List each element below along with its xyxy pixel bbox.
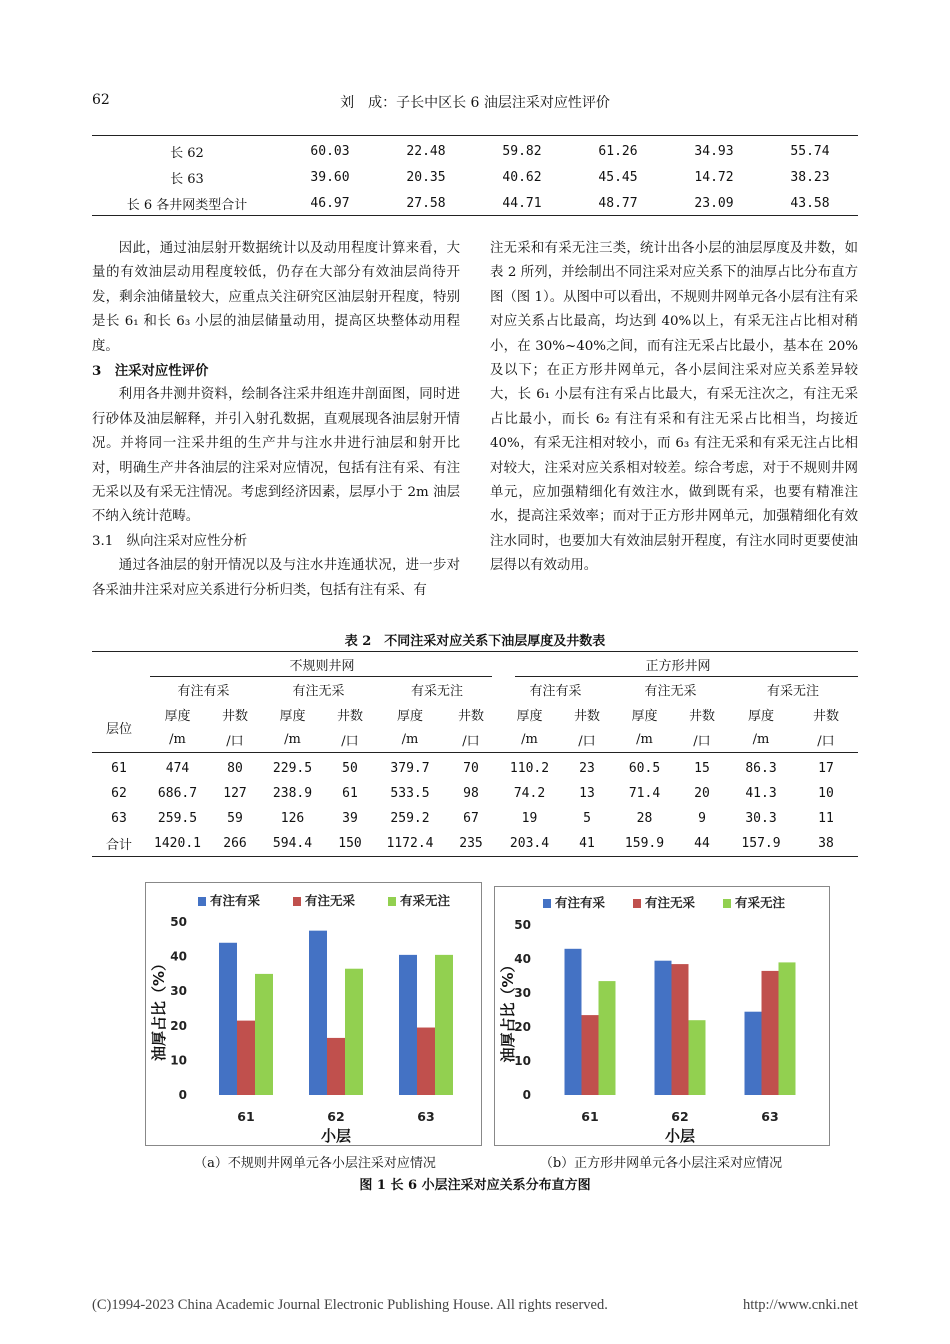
- table-row: 长 6 各井网类型合计 46.97 27.58 44.71 48.77 23.09 43.58: [126, 195, 830, 213]
- bar: [219, 943, 237, 1095]
- paragraph: 通过各油层的射开情况以及与注水井连通状况，进一步对各采油井注采对应关系进行分析归类，包括有注有采、有: [92, 558, 460, 598]
- bar: [599, 981, 616, 1095]
- legend-label: 有采无注: [400, 893, 451, 908]
- bar: [255, 974, 273, 1095]
- chart-a: [146, 883, 481, 1145]
- bar: [672, 964, 689, 1095]
- bar: [565, 949, 582, 1095]
- bar: [327, 1038, 345, 1095]
- x-tick-label: 63: [417, 1109, 435, 1124]
- bar: [745, 1012, 762, 1095]
- x-tick-label: 61: [237, 1109, 255, 1124]
- bar: [655, 961, 672, 1095]
- chart-a-caption: （a）不规则井网单元各小层注采对应情况: [194, 1156, 436, 1171]
- y-tick-label: 20: [170, 1018, 187, 1033]
- legend-swatch: [723, 899, 731, 908]
- y-tick-label: 40: [170, 949, 187, 964]
- y-tick-label: 50: [170, 915, 187, 929]
- legend-swatch: [388, 897, 396, 906]
- y-axis-label: 油厚占比（%）: [499, 957, 517, 1063]
- bar: [435, 955, 453, 1095]
- table-header-row: 厚度 井数 厚度 井数 厚度 井数 厚度 井数 厚度 井数 厚度 井数: [164, 709, 839, 724]
- table2-bottom-rule: [92, 856, 858, 857]
- bar: [762, 971, 779, 1095]
- table-header-row: 有注有采 有注无采 有采无注 有注有采 有注无采 有采无注: [177, 684, 819, 699]
- legend-swatch: [293, 897, 301, 906]
- y-tick-label: 40: [514, 952, 531, 966]
- table-header-row: 不规则井网 正方形井网: [289, 659, 711, 674]
- y-axis-label: 油厚占比（%）: [150, 955, 168, 1062]
- y-tick-label: 20: [514, 1020, 531, 1034]
- bar: [417, 1028, 435, 1095]
- legend-swatch: [198, 897, 206, 906]
- table1-top-rule: [92, 135, 858, 136]
- legend-swatch: [543, 899, 551, 908]
- legend-label: 有注无采: [645, 895, 696, 910]
- copyright-text: (C)1994-2023 China Academic Journal Electronic Publishing House. All rights reserved.: [92, 1297, 608, 1313]
- chart-b-caption: （b）正方形井网单元各小层注采对应情况: [539, 1156, 783, 1171]
- bar: [309, 931, 327, 1095]
- table-row: 长 62 60.03 22.48 59.82 61.26 34.93 55.74: [170, 143, 830, 161]
- legend-label: 有注无采: [305, 893, 356, 908]
- table-row: 长 63 39.60 20.35 40.62 45.45 14.72 38.23: [170, 169, 830, 187]
- chart-b: [495, 887, 829, 1145]
- x-tick-label: 62: [327, 1109, 345, 1124]
- x-axis-label: 小层: [664, 1127, 696, 1145]
- y-tick-label: 0: [522, 1088, 531, 1102]
- legend-label: 有注有采: [210, 893, 261, 908]
- figure-caption: 图 1 长 6 小层注采对应关系分布直方图: [359, 1178, 591, 1193]
- table2-caption: 表 2 不同注采对应关系下油层厚度及井数表: [344, 634, 606, 649]
- table-row: 62 686.7 127 238.9 61 533.5 98 74.2 13 71.4 20 41.3 10: [111, 786, 834, 801]
- running-title: 刘 成：子长中区长 6 油层注采对应性评价: [340, 95, 610, 111]
- section-heading: 3 注采对应性评价: [92, 363, 209, 380]
- legend-swatch: [633, 899, 641, 908]
- bar: [582, 1015, 599, 1095]
- page-number: 62: [92, 92, 110, 108]
- chart-a-frame: [145, 882, 482, 1146]
- x-tick-label: 63: [761, 1109, 779, 1124]
- bar: [345, 969, 363, 1095]
- x-tick-label: 62: [671, 1109, 689, 1124]
- legend-label: 有注有采: [555, 895, 606, 910]
- bar: [237, 1021, 255, 1095]
- cnki-url: http://www.cnki.net: [742, 1297, 858, 1313]
- x-axis-label: 小层: [320, 1127, 352, 1145]
- y-tick-label: 10: [514, 1054, 531, 1068]
- copyright-footer: [92, 1297, 858, 1314]
- paragraph: 利用各井测井资料，绘制各注采井组连井剖面图，同时进行砂体及油层解释，并引入射孔数据，直观展现各油层射开情况。并将同一注采井组的生产井与注水井进行油层和射开比对，明确生产井各油层的注采对应情况，包括有注有采、有注无采以及有采无注情况。考虑到经济因素，层厚小于 2m 油层不纳入统计范畴。: [92, 387, 460, 525]
- right-column: [490, 237, 858, 579]
- table2: [92, 652, 858, 856]
- y-tick-label: 0: [178, 1088, 187, 1102]
- bar: [399, 955, 417, 1095]
- paragraph: 注无采和有采无注三类，统计出各小层的油层厚度及井数，如表 2 所列，并绘制出不同注采对应关系下的油厚占比分布直方图（图 1）。从图中可以看出，不规则井网单元各小层有注有采对应关系占比最高，均达到 40%以上，有采无注占比相对稍小，在 30%~40%之间，而有注无采占比最小，基本在 20%及以下；在正方形井网单元，各小层间注采对应关系差异较大，长 6₁ 小层有注有采占比最大，有采无注次之，有注无采占比最小，而长 6₂ 有注有采和有注无采占比相当，均接近 40%，有采无注相对较小，而 6₃ 有注无采和有采无注占比相对较大，注采对应关系相对较差。综合考虑，对于不规则井网单元，应加强精细化有效注水，做到既有采，也要有精准注水，提高注采效率；而对于正方形井网单元，加强精细化有效注水同时，也要加大有效油层射开程度，有注水同时更要使油层得以有效动用。: [490, 241, 858, 574]
- left-column: [92, 237, 460, 603]
- bar: [689, 1020, 706, 1095]
- table1: [92, 138, 858, 216]
- legend-label: 有采无注: [735, 895, 786, 910]
- y-tick-label: 30: [170, 984, 187, 999]
- x-tick-label: 61: [581, 1109, 599, 1124]
- y-tick-label: 50: [514, 918, 531, 932]
- table-row: 61 474 80 229.5 50 379.7 70 110.2 23 60.5 15 86.3 17: [111, 761, 834, 776]
- bar: [779, 962, 796, 1095]
- table-row: 合计 1420.1 266 594.4 150 1172.4 235 203.4 41 159.9 44 157.9 38: [105, 836, 834, 853]
- paragraph: 因此，通过油层射开数据统计以及动用程度计算来看，大量的有效油层动用程度较低，仍存在大部分有效油层尚待开发，剩余油储量较大，应重点关注研究区油层射开程度，特别是长 6₁ 和长 6₃ 小层的油层储量动用，提高区块整体动用程度。: [92, 241, 460, 354]
- subsection-heading: 3.1 纵向注采对应性分析: [92, 533, 248, 549]
- y-tick-label: 10: [170, 1053, 187, 1068]
- table-row: 63 259.5 59 126 39 259.2 67 19 5 28 9 30.3 11: [111, 811, 834, 826]
- chart-b-frame: [494, 886, 830, 1146]
- y-tick-label: 30: [514, 986, 531, 1000]
- table-header-row: 层位 /m /口 /m /口 /m /口 /m /口 /m /口 /m /口: [105, 722, 835, 749]
- table1-bottom-rule: [92, 215, 858, 216]
